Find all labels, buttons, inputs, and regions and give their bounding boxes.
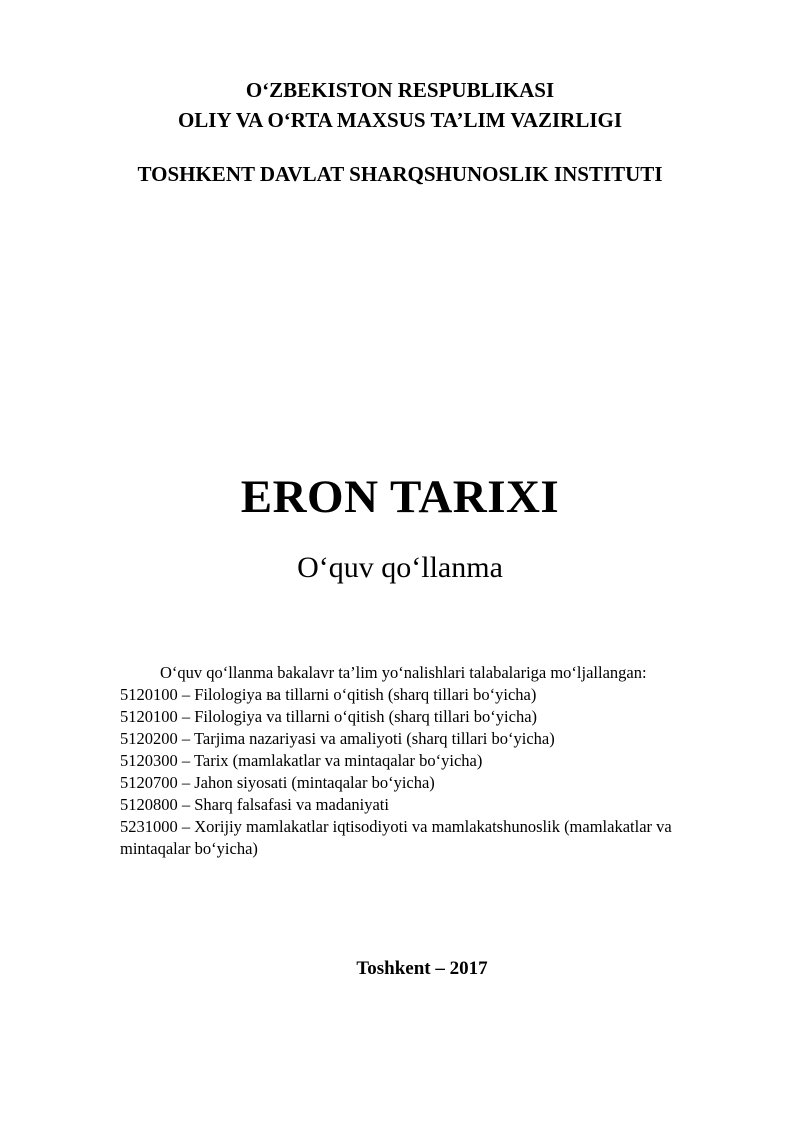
institute-heading — [0, 160, 800, 189]
specialty-item: 5120200 – Tarjima nazariyasi va amaliyoti (sharq tillari bo‘yicha) — [120, 729, 555, 748]
specialty-item: 5120100 – Filologiya va tillarni o‘qitish (sharq tillari bo‘yicha) — [120, 707, 538, 726]
description-block — [120, 662, 720, 860]
document-title: ERON TARIXI — [240, 471, 560, 523]
description-intro: O‘quv qo‘llanma bakalavr ta’lim yo‘nalishlari talabalariga mo‘ljallangan: — [160, 663, 647, 682]
document-subtitle: O‘quv qo‘llanma — [297, 551, 503, 584]
place-and-year: Toshkent – 2017 — [356, 958, 488, 979]
country-name: O‘ZBEKISTON RESPUBLIKASI — [245, 78, 555, 102]
specialty-item: 5120300 – Tarix (mamlakatlar va mintaqalar bo‘yicha) — [120, 751, 483, 770]
institute-name: TOSHKENT DAVLAT SHARQSHUNOSLIK INSTITUTI — [137, 162, 663, 186]
specialty-item: 5120700 – Jahon siyosati (mintaqalar bo‘yicha) — [120, 773, 435, 792]
ministry-name: OLIY VA O‘RTA MAXSUS TA’LIM VAZIRLIGI — [177, 108, 623, 132]
specialty-item: 5120100 – Filologiya ва tillarni o‘qitish (sharq tillari bo‘yicha) — [120, 685, 537, 704]
ministry-heading — [0, 106, 800, 135]
specialty-item: 5120800 – Sharq falsafasi va madaniyati — [120, 795, 389, 814]
specialty-item: 5231000 – Xorijiy mamlakatlar iqtisodiyoti va mamlakatshunoslik (mamlakatlar va mintaqalar bo‘yicha) — [120, 817, 672, 858]
country-heading — [0, 76, 800, 105]
